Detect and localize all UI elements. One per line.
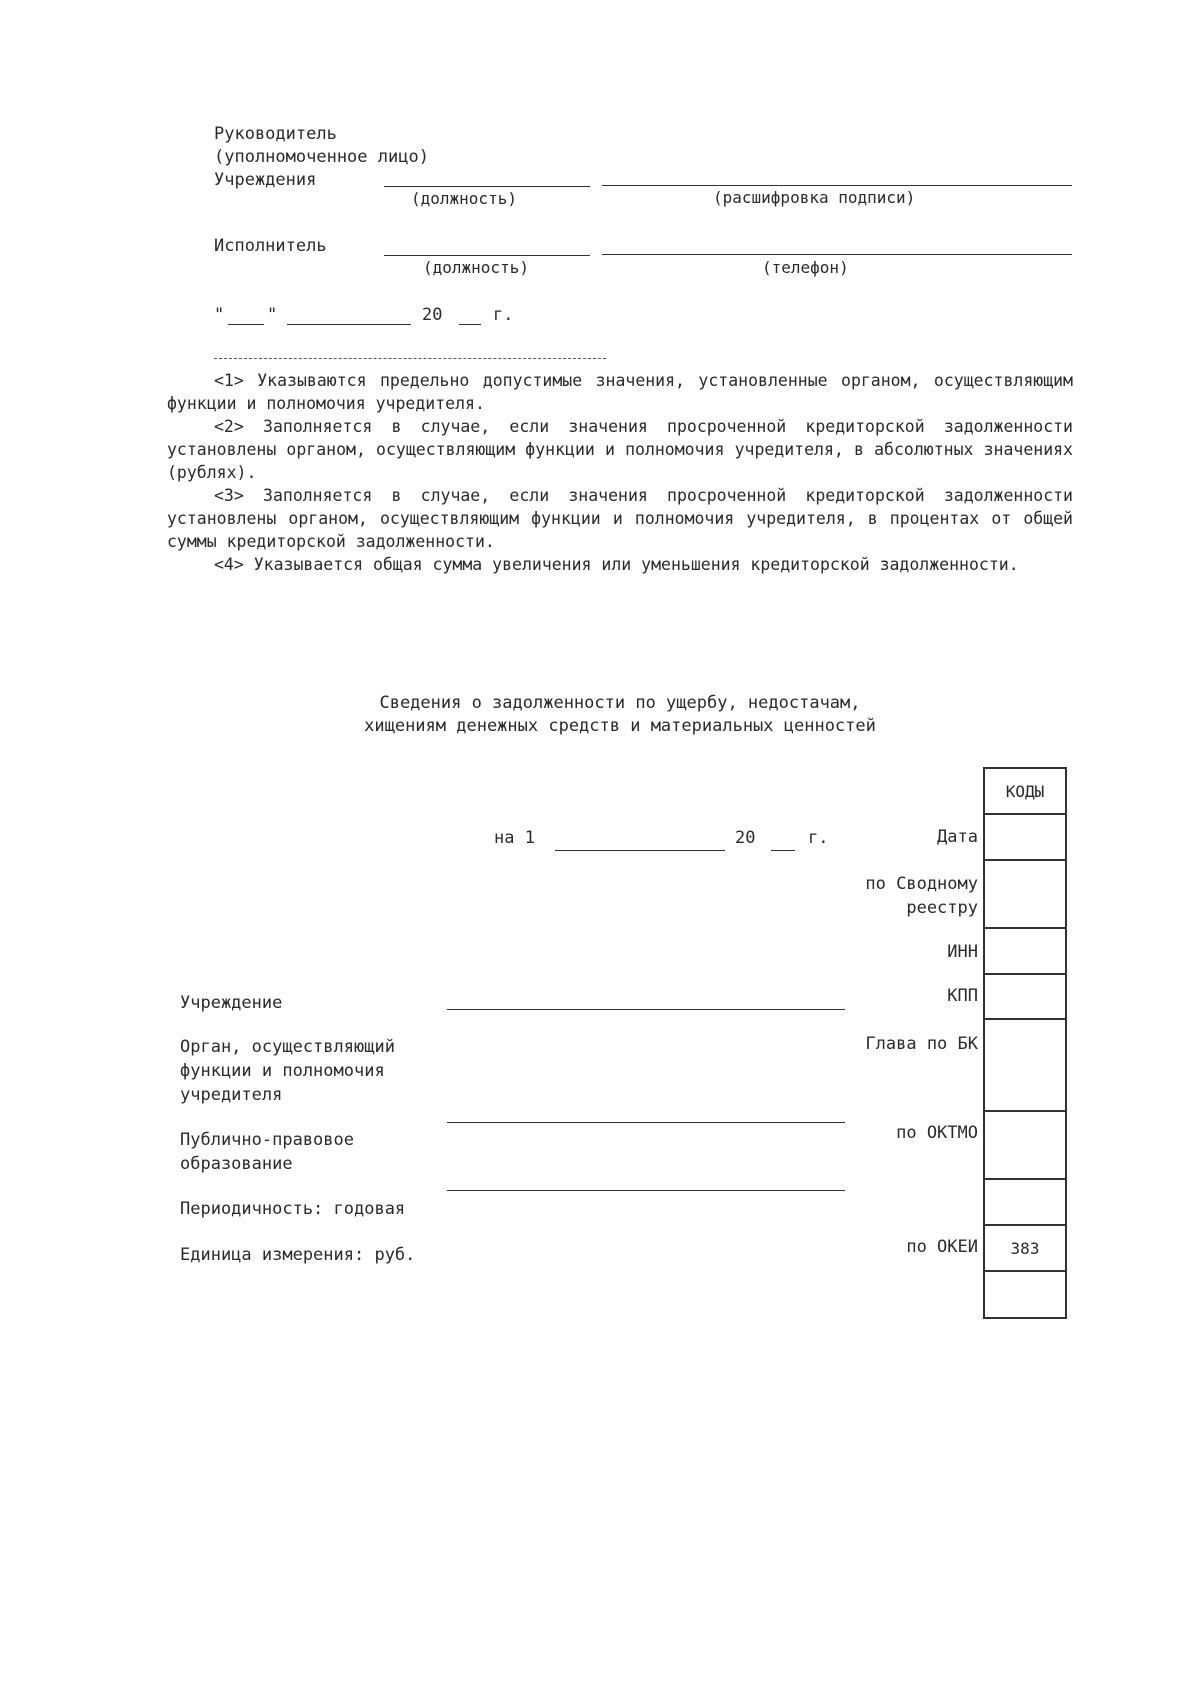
sign-date-quote-close: " [267, 305, 278, 325]
label-oktmo: по ОКТМО [896, 1123, 978, 1143]
head-position-line[interactable] [384, 186, 590, 187]
footnote-1: <1> Указываются предельно допустимые значения, установленные органом, осуществляющим функции и полномочия учредителя. [167, 371, 1073, 413]
label-chapter: Глава по БК [865, 1034, 978, 1054]
label-registry-line1: по Сводному [865, 874, 978, 894]
institution-line[interactable] [447, 1009, 845, 1010]
code-inn-cell[interactable] [985, 929, 1065, 975]
label-public [180, 1128, 354, 1176]
label-periodicity: Периодичность: годовая [180, 1199, 406, 1219]
label-founder-line2: функции и полномочия [180, 1061, 385, 1081]
executor-phone-caption: (телефон) [762, 258, 849, 277]
sign-date-year-suffix: г. [493, 305, 514, 325]
executor-position-caption: (должность) [423, 258, 529, 277]
founder-line[interactable] [447, 1122, 845, 1123]
form-date-year-suffix: г. [808, 828, 829, 848]
form-title-line2: хищениям денежных средств и материальных ценностей [364, 716, 876, 736]
label-inn: ИНН [947, 942, 978, 962]
label-public-line2: образование [180, 1154, 293, 1174]
code-chapter-cell[interactable] [985, 1020, 1065, 1112]
codes-table [983, 767, 1067, 1319]
executor-label: Исполнитель [214, 236, 327, 256]
head-decoding-line[interactable] [602, 185, 1072, 186]
codes-header: КОДЫ [985, 769, 1065, 815]
label-kpp: КПП [947, 986, 978, 1006]
label-founder [180, 1035, 395, 1107]
code-blank-cell[interactable] [985, 1180, 1065, 1226]
head-label-line2: (уполномоченное лицо) [214, 147, 429, 167]
label-registry-line2: реестру [906, 898, 978, 918]
head-decoding-caption: (расшифровка подписи) [713, 188, 916, 207]
footnote-4: <4> Указывается общая сумма увеличения или уменьшения кредиторской задолженности. [214, 555, 1019, 574]
footnote-2: <2> Заполняется в случае, если значения просроченной кредиторской задолженности установлены органом, осуществляющим функции и полномочия учредителя, в абсолютных значениях (рублях). [167, 417, 1073, 482]
public-line[interactable] [447, 1190, 845, 1191]
label-public-line1: Публично-правовое [180, 1130, 354, 1150]
label-unit: Единица измерения: руб. [180, 1245, 416, 1265]
code-okei-cell[interactable]: 383 [985, 1226, 1065, 1272]
form-date-line[interactable] [555, 850, 725, 851]
label-institution: Учреждение [180, 993, 283, 1013]
footnote-3: <3> Заполняется в случае, если значения просроченной кредиторской задолженности установлены органом, осуществляющим функции и полномочия учредителя, в процентах от общей суммы кредиторской задолженности. [167, 486, 1073, 551]
footnotes [167, 369, 1073, 576]
executor-phone-line[interactable] [602, 254, 1072, 255]
head-label-line1: Руководитель [214, 124, 337, 144]
code-kpp-cell[interactable] [985, 975, 1065, 1020]
form-title-line1: Сведения о задолженности по ущербу, недостачам, [379, 693, 861, 713]
head-position-caption: (должность) [411, 189, 517, 208]
sign-date-quote-open: " [214, 305, 225, 325]
form-date-prefix: на 1 [494, 828, 535, 848]
code-last-cell[interactable] [985, 1272, 1065, 1317]
form-date-year-prefix: 20 [735, 828, 756, 848]
sign-date-month-line[interactable] [287, 324, 411, 325]
footnote-separator [214, 358, 606, 359]
head-label [214, 123, 429, 192]
sign-date-year-prefix: 20 [422, 305, 443, 325]
code-oktmo-cell[interactable] [985, 1112, 1065, 1180]
label-founder-line3: учредителя [180, 1085, 283, 1105]
sign-date-day-line[interactable] [228, 324, 264, 325]
code-registry-cell[interactable] [985, 861, 1065, 929]
sign-date-year-line[interactable] [459, 324, 481, 325]
form-date-year-line[interactable] [771, 850, 795, 851]
label-date: Дата [937, 827, 978, 847]
label-okei: по ОКЕИ [906, 1237, 978, 1257]
code-date-cell[interactable] [985, 815, 1065, 861]
head-label-line3: Учреждения [214, 170, 317, 190]
label-founder-line1: Орган, осуществляющий [180, 1037, 395, 1057]
executor-position-line[interactable] [384, 255, 590, 256]
